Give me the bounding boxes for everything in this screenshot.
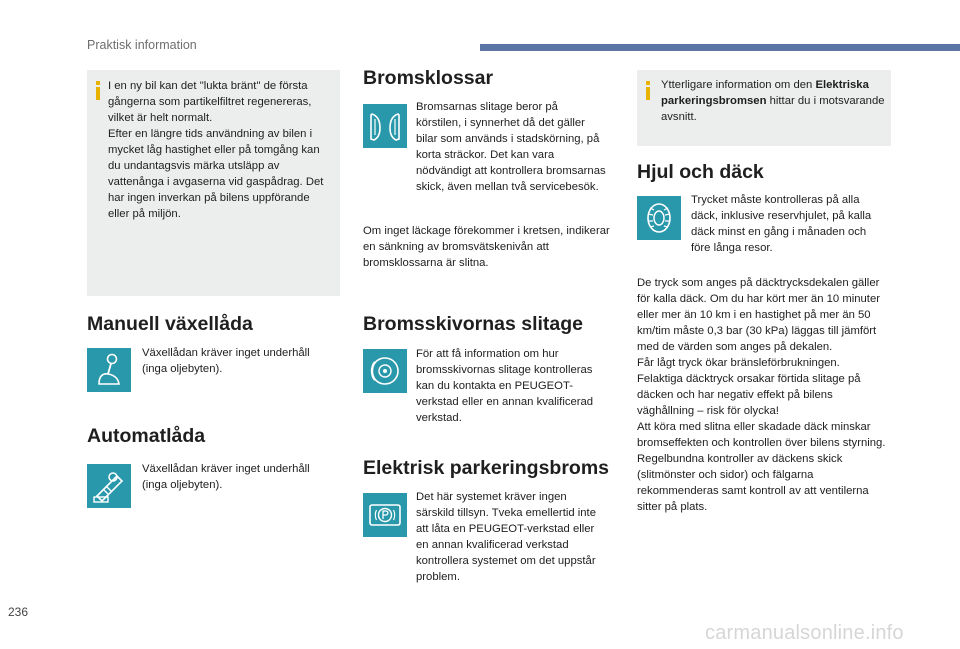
parking-brake-icon bbox=[363, 493, 407, 537]
header-accent-bar bbox=[480, 44, 960, 51]
tyre-icon bbox=[637, 196, 681, 240]
watermark: carmanualsonline.info bbox=[705, 622, 904, 644]
tyre-pressure-paragraph: Felaktiga däcktryck orsakar förtida slitage på däcken och har negativ effekt på bilens väghållning – risk för olycka! bbox=[637, 373, 861, 417]
tyre-pressure-paragraph: De tryck som anges på däcktrycksdekalen gäller för kalla däck. Om du har kört mer än 10 minuter eller mer än 10 km i en hastighet på mer än 50 km/tim måste 0,3 bar (30 kPa) läggas till jämfört med de värden som anges på dekalen. bbox=[637, 277, 880, 353]
info-note-paragraph: Efter en längre tids användning av bilen i mycket låg hastighet eller på tomgång kan du undantagsvis märka utsläpp av vattenånga i avgaserna vid gaspådrag. Det har ingen inverkan på bilens uppförande eller på miljön. bbox=[108, 128, 324, 220]
info-note-text: Ytterligare information om den bbox=[661, 79, 813, 91]
page-number: 236 bbox=[8, 605, 29, 619]
info-note-paragraph: I en ny bil kan det "lukta bränt" de första gångerna som partikelfiltret regenereras, vilket är helt normalt. bbox=[108, 80, 312, 124]
tyre-pressure-paragraph: Att köra med slitna eller skadade däck minskar bromseffekten och kontrollen över bilens styrning. Regelbundna kontroller av däckens skick (slitmönster och sidor) och fälgarna rekommenderas samt kontroll av att ventilerna sitter på plats. bbox=[637, 421, 886, 513]
heading-brake-discs: Bromsskivornas slitage bbox=[363, 313, 584, 335]
info-note-bold-text: Elektriska parkeringsbromsen bbox=[661, 79, 869, 107]
automatic-gear-selector-icon bbox=[87, 464, 131, 508]
manual-gear-lever-icon bbox=[87, 348, 131, 392]
brake-disc-icon bbox=[363, 349, 407, 393]
automatic-gearbox-text: Växellådan kräver inget underhåll (inga oljebyten). bbox=[142, 463, 310, 491]
electric-parking-brake-text: Det här systemet kräver ingen särskild tillsyn. Tveka emellertid inte att låta en PEUGEOT-verkstad eller en annan kvalificerad verkstad kontrollera systemet om det uppstår problem. bbox=[416, 491, 596, 583]
info-note-right bbox=[637, 70, 891, 146]
heading-wheels-tyres: Hjul och däck bbox=[637, 161, 764, 183]
brake-pads-text: Bromsarnas slitage beror på körstilen, i synnerhet då det gäller bilar som används i stadskörning, på korta sträckor. Det kan vara nödvändigt att kontrollera bromsarnas skick, även mellan två servicebesök. bbox=[416, 101, 606, 193]
manual-gearbox-text: Växellådan kräver inget underhåll (inga oljebyten). bbox=[142, 347, 310, 375]
heading-brake-pads: Bromsklossar bbox=[363, 67, 494, 89]
brake-pads-icon bbox=[363, 104, 407, 148]
heading-automatic-gearbox: Automatlåda bbox=[87, 425, 206, 447]
wheels-tyres-text: Trycket måste kontrolleras på alla däck, inklusive reservhjulet, på kalla däck minst en gång i månaden och före långa resor. bbox=[691, 194, 872, 254]
brake-pads-text-2: Om inget läckage förekommer i kretsen, indikerar en sänkning av bromsvätskenivån att bromsklossarna är slitna. bbox=[363, 225, 610, 269]
brake-discs-text: För att få information om hur bromsskivornas slitage kontrolleras kan du kontakta en PEUGEOT-verkstad eller en annan kvalificerad verkstad. bbox=[416, 348, 594, 424]
info-note-text: hittar du i motsvarande avsnitt. bbox=[661, 95, 885, 123]
heading-manual-gearbox: Manuell växellåda bbox=[87, 313, 253, 335]
section-header: Praktisk information bbox=[87, 38, 197, 52]
tyre-pressure-paragraph: Får lågt tryck ökar bränsleförbrukningen. bbox=[637, 357, 840, 369]
info-note-left bbox=[87, 70, 340, 296]
heading-electric-parking-brake: Elektrisk parkeringsbroms bbox=[363, 457, 610, 479]
